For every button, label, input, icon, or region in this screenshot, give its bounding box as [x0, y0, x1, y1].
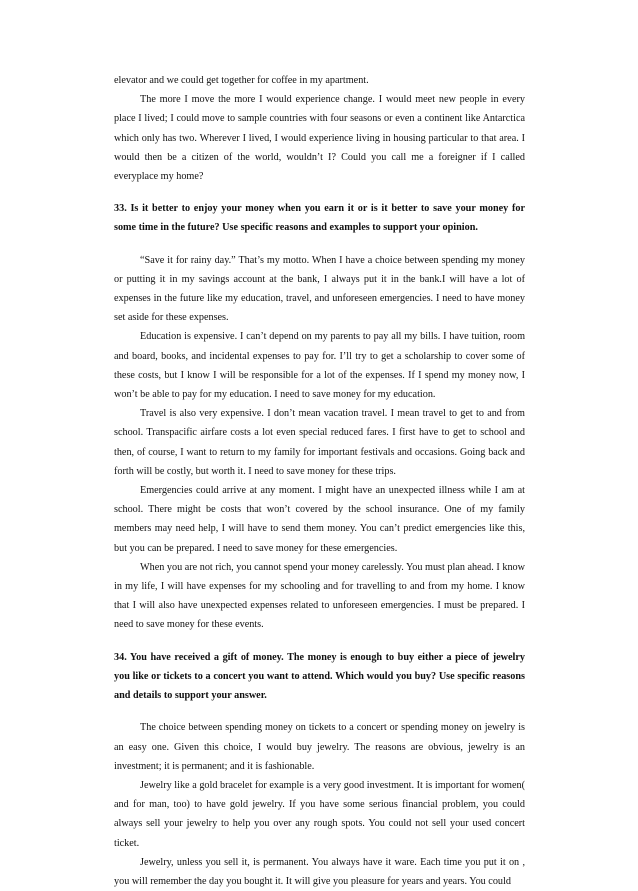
paragraph: “Save it for rainy day.” That’s my motto. When I have a choice between spending my money or putting it in my savings account at the bank, I always put it in the bank.I will have a lot of expenses in the future like my education, travel, and unforeseen emergencies. I need to have money set aside for these expenses. — [114, 254, 525, 324]
question-heading-33: 33. Is it better to enjoy your money when you earn it or is it better to save your money for some time in the future? Use specific reasons and examples to support your opinion. — [114, 203, 525, 234]
spacer — [114, 705, 525, 718]
paragraph: Emergencies could arrive at any moment. I might have an unexpected illness while I am at school. There might be costs that won’t covered by the school insurance. One of my family members may need help, I will have to send them money. You can’t predict emergencies like this, but you can be prepared. I need to save money for these emergencies. — [114, 485, 525, 554]
paragraph: The more I move the more I would experience change. I would meet new people in every place I lived; I could move to sample countries with four seasons or even a continent like Antarctica which only has two. Wherever I lived, I would experience living in housing particular to that area. I would then be a citizen of the world, wouldn’t I? Could you call me a foreigner if I called everyplace my home? — [114, 94, 525, 183]
spacer — [114, 635, 525, 648]
document-page — [114, 71, 525, 891]
paragraph: Education is expensive. I can’t depend on my parents to pay all my bills. I have tuition, room and board, books, and incidental expenses to pay for. I’ll try to get a scholarship to cover some of these costs, but I know I will be responsible for a lot of the expenses. If I spend my money now, I won’t be able to pay for my education. I need to save money for my education. — [114, 331, 525, 401]
question-heading-34: 34. You have received a gift of money. The money is enough to buy either a piece of jewelry you like or tickets to a concert you want to attend. Which would you buy? Use specific reasons and details to support your answer. — [114, 651, 525, 702]
paragraph: Jewelry, unless you sell it, is permanent. You always have it ware. Each time you put it on , you will remember the day you bought it. It will give you pleasure for years and years. You could — [114, 856, 525, 887]
paragraph: When you are not rich, you cannot spend your money carelessly. You must plan ahead. I know in my life, I will have expenses for my schooling and for travelling to and from my home. I know that I will also have unexpected expenses related to unforeseen emergencies. I must be prepared. I need to save money for these events. — [114, 561, 525, 631]
spacer — [114, 238, 525, 251]
paragraph: Jewelry like a gold bracelet for example is a very good investment. It is important for women( and for man, too) to have gold jewelry. If you have some serious financial problem, you could always sell your jewelry to help you over any rough spots. You could not sell your used concert ticket. — [114, 779, 525, 849]
paragraph: The choice between spending money on tickets to a concert or spending money on jewelry is an easy one. Given this choice, I would buy jewelry. The reasons are obvious, jewelry is an investment; it is permanent; and it is fashionable. — [114, 722, 525, 772]
continuation-line: elevator and we could get together for coffee in my apartment. — [114, 75, 369, 86]
spacer — [114, 186, 525, 199]
paragraph: Travel is also very expensive. I don’t mean vacation travel. I mean travel to get to and from school. Transpacific airfare costs a lot even special reduced fares. I first have to get to school and then, of course, I want to return to my family for important festivals and occasions. Going back and forth will be costly, but worth it. I need to save money for these trips. — [114, 408, 525, 477]
